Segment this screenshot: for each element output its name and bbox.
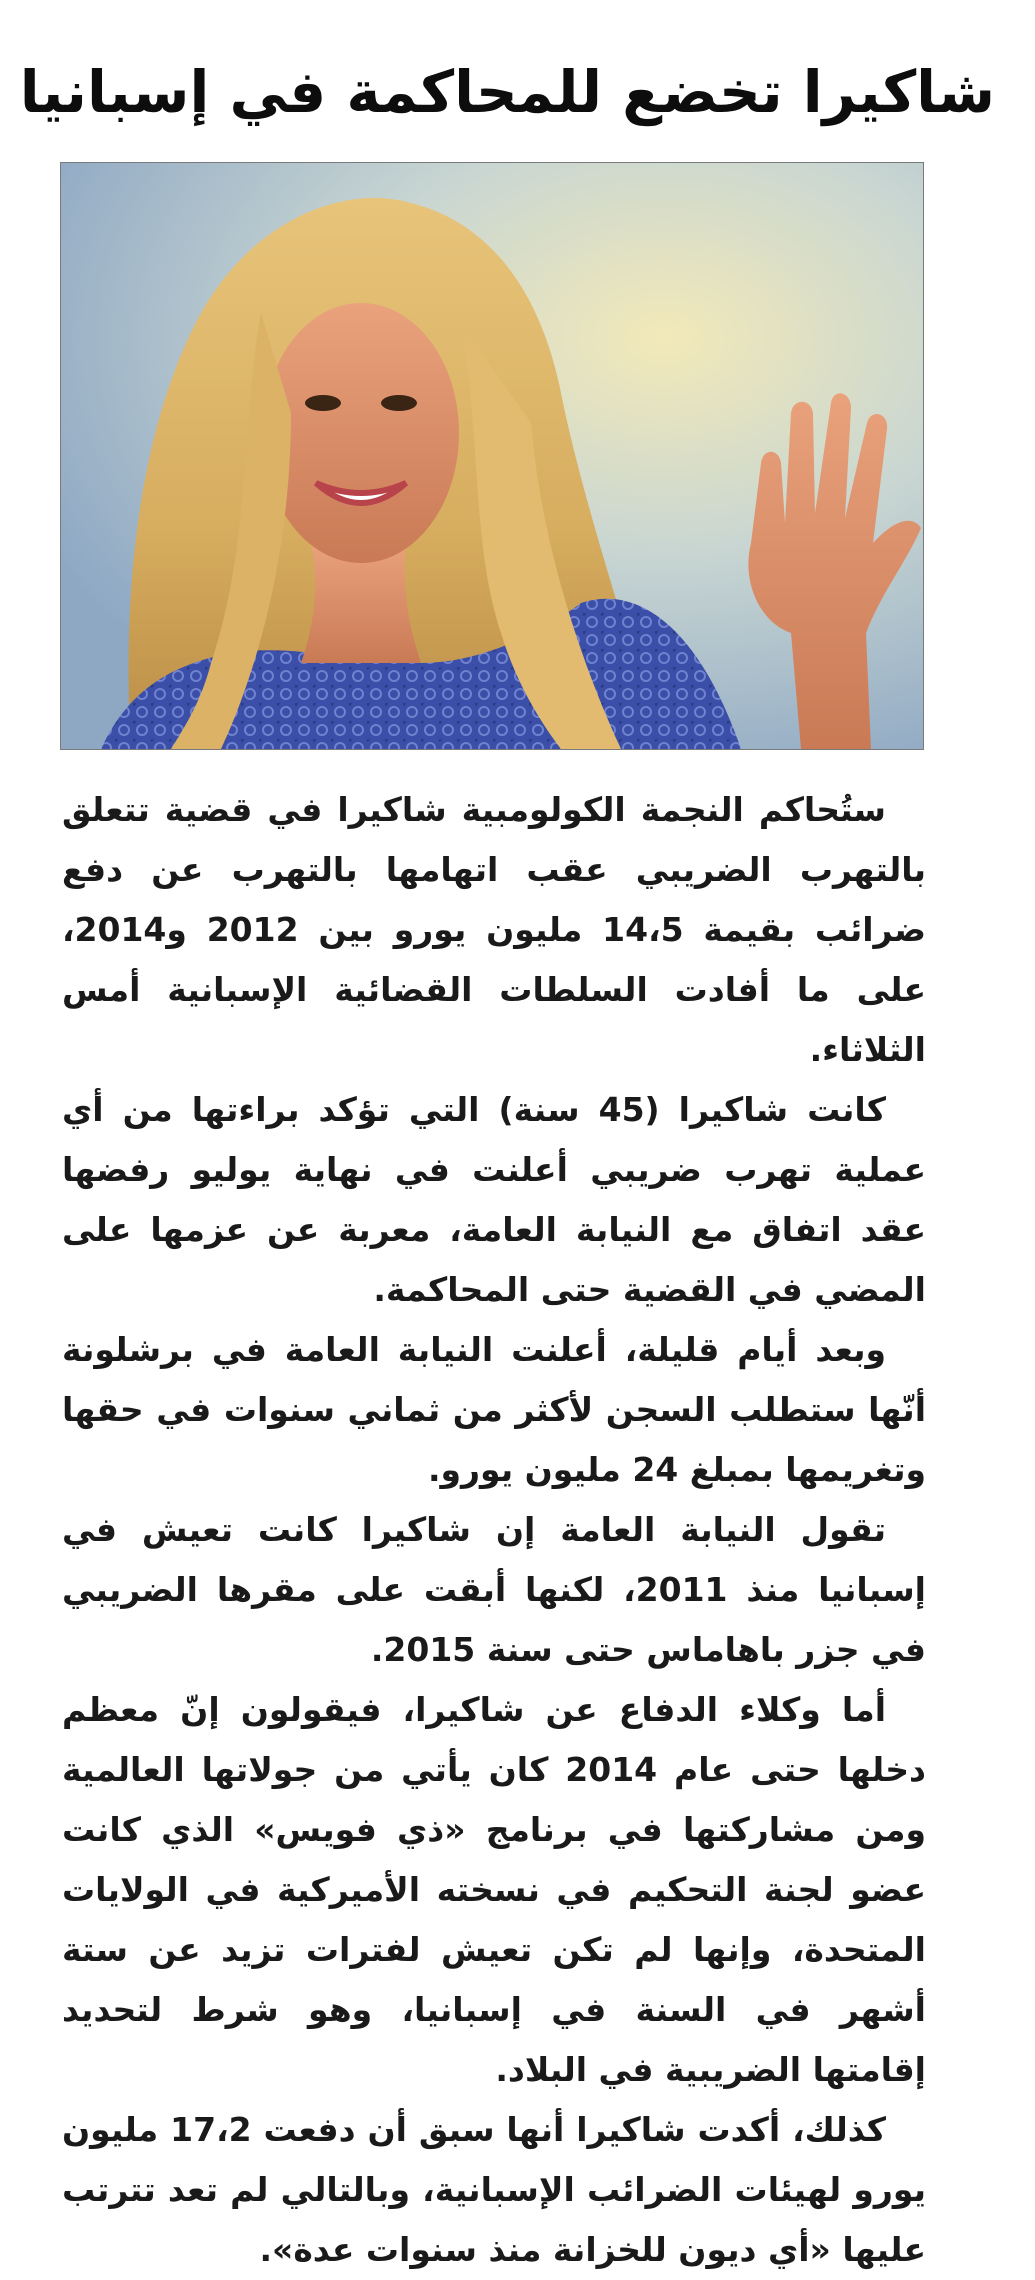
- article-paragraph: أما وكلاء الدفاع عن شاكيرا، فيقولون إنّ معظم دخلها حتى عام 2014 كان يأتي من جولاتها العالمية ومن مشاركتها في برنامج «ذي فويس» الذي كانت عضو لجنة التحكيم في نسخته الأميركية في الولايات المتحدة، وإنها لم تكن تعيش لفترات تزيد عن ستة أشهر في السنة في إسبانيا، وهو شرط لتحديد إقامتها الضريبية في البلاد.: [62, 1690, 926, 2089]
- article-headline: شاكيرا تخضع للمحاكمة في إسبانيا: [19, 58, 995, 126]
- article-paragraph: ستُحاكم النجمة الكولومبية شاكيرا في قضية تتعلق بالتهرب الضريبي عقب اتهامها بالتهرب عن دفع ضرائب بقيمة 14،5 مليون يورو بين 2012 و2014، على ما أفادت السلطات القضائية الإسبانية أمس الثلاثاء.: [62, 790, 926, 1069]
- portrait-photo-icon: [61, 163, 923, 749]
- article-paragraph: تقول النيابة العامة إن شاكيرا كانت تعيش في إسبانيا منذ 2011، لكنها أبقت على مقرها الضريبي في جزر باهاماس حتى سنة 2015.: [62, 1510, 926, 1669]
- article-paragraph: كذلك، أكدت شاكيرا أنها سبق أن دفعت 17،2 مليون يورو لهيئات الضرائب الإسبانية، وبالتالي لم تعد تترتب عليها «أي ديون للخزانة منذ سنوات عدة».: [62, 2110, 926, 2269]
- article-paragraph: وبعد أيام قليلة، أعلنت النيابة العامة في برشلونة أنّها ستطلب السجن لأكثر من ثماني سنوات في حقها وتغريمها بمبلغ 24 مليون يورو.: [62, 1330, 926, 1489]
- article-photo: [60, 162, 924, 750]
- article-body: [62, 780, 926, 2280]
- article-paragraph: كانت شاكيرا (45 سنة) التي تؤكد براءتها من أي عملية تهرب ضريبي أعلنت في نهاية يوليو رفضها عقد اتفاق مع النيابة العامة، معربة عن عزمها على المضي في القضية حتى المحاكمة.: [62, 1090, 926, 1309]
